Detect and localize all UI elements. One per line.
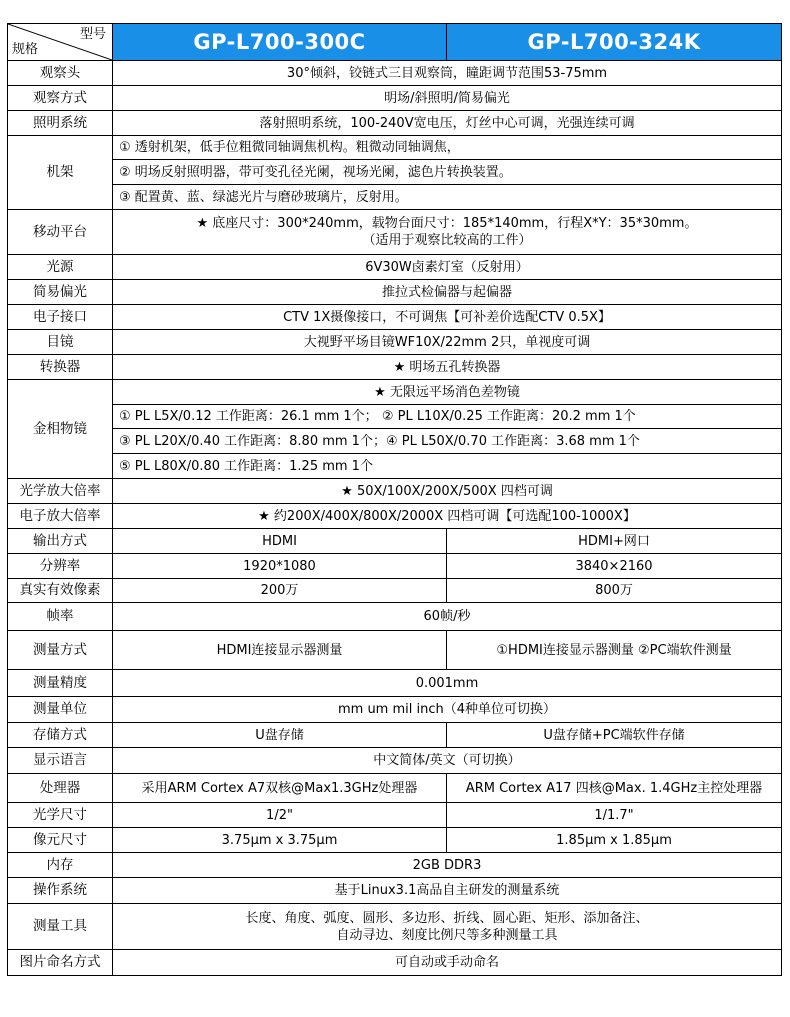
value-model-b: 800万 <box>447 579 782 603</box>
value-model-a: 1/2" <box>113 803 447 828</box>
row-value: 基于Linux3.1高品自主研发的测量系统 <box>113 878 782 904</box>
row-label: 光源 <box>8 255 113 280</box>
objective-item: ③ PL L20X/0.40 工作距离：8.80 mm 1个；④ PL L50X/0.70 工作距离：3.68 mm 1个 <box>113 429 782 454</box>
value-model-b: ARM Cortex A17 四核@Max. 1.4GHz主控处理器 <box>447 774 782 803</box>
value-model-b: 3840×2160 <box>447 554 782 579</box>
row-value: CTV 1X摄像接口，不可调焦【可补差价选配CTV 0.5X】 <box>113 305 782 330</box>
corner-model-label: 型号 <box>79 27 106 42</box>
row-label: 真实有效像素 <box>8 579 113 603</box>
row-language <box>8 748 782 774</box>
value-model-a: 采用ARM Cortex A7双核@Max1.3GHz处理器 <box>113 774 447 803</box>
row-label: 电子接口 <box>8 305 113 330</box>
row-label: 像元尺寸 <box>8 828 113 853</box>
row-label: 测量工具 <box>8 904 113 950</box>
row-illumination <box>8 111 782 136</box>
value-model-b: ①HDMI连接显示器测量 ②PC端软件测量 <box>447 631 782 670</box>
row-label: 简易偏光 <box>8 280 113 305</box>
row-method <box>8 86 782 111</box>
row-value: 6V30W卤素灯室（反射用） <box>113 255 782 280</box>
row-value: 推拉式检偏器与起偏器 <box>113 280 782 305</box>
row-label: 测量方式 <box>8 631 113 670</box>
row-objective <box>8 380 782 405</box>
row-port <box>8 305 782 330</box>
row-objective <box>8 454 782 479</box>
row-label: 移动平台 <box>8 210 113 255</box>
row-fps <box>8 603 782 631</box>
row-head <box>8 61 782 86</box>
row-frame <box>8 160 782 185</box>
tools-line-1: 长度、角度、弧度、圆形、多边形、折线、圆心距、矩形、添加备注、 <box>245 910 649 926</box>
row-value: 落射照明系统，100-240V宽电压，灯丝中心可调，光强连续可调 <box>113 111 782 136</box>
row-label: 分辨率 <box>8 554 113 579</box>
row-naming <box>8 950 782 976</box>
row-label: 输出方式 <box>8 529 113 554</box>
value-model-a: 1920*1080 <box>113 554 447 579</box>
value-model-b: 1/1.7" <box>447 803 782 828</box>
spec-table <box>7 23 782 976</box>
value-model-b: HDMI+网口 <box>447 529 782 554</box>
row-label: 观察头 <box>8 61 113 86</box>
row-digital-mag <box>8 504 782 529</box>
row-label: 帧率 <box>8 603 113 631</box>
row-label: 存储方式 <box>8 723 113 748</box>
row-label: 金相物镜 <box>8 380 113 479</box>
row-value: 明场/斜照明/简易偏光 <box>113 86 782 111</box>
model-b-title: GP-L700-324K <box>447 24 782 61</box>
value-model-b: U盘存储+PC端软件存储 <box>447 723 782 748</box>
row-label: 电子放大倍率 <box>8 504 113 529</box>
row-value: ★ 约200X/400X/800X/2000X 四档可调【可选配100-1000X】 <box>113 504 782 529</box>
row-label: 操作系统 <box>8 878 113 904</box>
frame-item: ② 明场反射照明器，带可变孔径光阑，视场光阑，滤色片转换装置。 <box>113 160 782 185</box>
frame-item: ① 透射机架，低手位粗微同轴调焦机构。粗微动同轴调焦， <box>113 136 782 160</box>
row-value: ★ 50X/100X/200X/500X 四档可调 <box>113 479 782 504</box>
row-precision <box>8 670 782 697</box>
row-value: 大视野平场目镜WF10X/22mm 2只，单视度可调 <box>113 330 782 355</box>
row-objective <box>8 405 782 429</box>
row-label: 显示语言 <box>8 748 113 774</box>
row-label: 图片命名方式 <box>8 950 113 976</box>
row-label: 处理器 <box>8 774 113 803</box>
row-pixels <box>8 579 782 603</box>
objective-item: ⑤ PL L80X/0.80 工作距离：1.25 mm 1个 <box>113 454 782 479</box>
row-value: 0.001mm <box>113 670 782 697</box>
row-label: 转换器 <box>8 355 113 380</box>
row-frame <box>8 185 782 210</box>
row-optical-mag <box>8 479 782 504</box>
row-label: 机架 <box>8 136 113 210</box>
value-model-a: HDMI <box>113 529 447 554</box>
row-value: ★ 明场五孔转换器 <box>113 355 782 380</box>
row-objective <box>8 429 782 454</box>
row-os <box>8 878 782 904</box>
row-sensor <box>8 803 782 828</box>
stage-line-1: ★ 底座尺寸：300*240mm，载物台面尺寸：185*140mm，行程X*Y：35*30mm。 <box>196 216 698 231</box>
row-storage <box>8 723 782 748</box>
row-cpu <box>8 774 782 803</box>
row-measure-mode <box>8 631 782 670</box>
row-resolution <box>8 554 782 579</box>
row-value <box>113 904 782 950</box>
row-value: 30°倾斜，铰链式三目观察筒，瞳距调节范围53-75mm <box>113 61 782 86</box>
row-value <box>113 210 782 255</box>
row-label: 光学尺寸 <box>8 803 113 828</box>
row-pixel-size <box>8 828 782 853</box>
row-value: 60帧/秒 <box>113 603 782 631</box>
value-model-b: 1.85μm x 1.85μm <box>447 828 782 853</box>
corner-cell <box>8 24 113 61</box>
value-model-a: U盘存储 <box>113 723 447 748</box>
row-label: 照明系统 <box>8 111 113 136</box>
row-value: 可自动或手动命名 <box>113 950 782 976</box>
value-model-a: 3.75μm x 3.75μm <box>113 828 447 853</box>
row-memory <box>8 853 782 878</box>
row-light <box>8 255 782 280</box>
row-frame <box>8 136 782 160</box>
row-label: 测量单位 <box>8 697 113 723</box>
model-a-title: GP-L700-300C <box>113 24 447 61</box>
header-row <box>8 24 782 61</box>
row-polarizer <box>8 280 782 305</box>
row-value: 2GB DDR3 <box>113 853 782 878</box>
corner-spec-label: 规格 <box>12 42 39 57</box>
row-label: 目镜 <box>8 330 113 355</box>
row-unit <box>8 697 782 723</box>
stage-line-2: （适用于观察比较高的工件） <box>362 233 532 248</box>
row-stage <box>8 210 782 255</box>
tools-line-2: 自动寻边、刻度比例尺等多种测量工具 <box>336 927 558 943</box>
row-output <box>8 529 782 554</box>
row-label: 观察方式 <box>8 86 113 111</box>
row-label: 内存 <box>8 853 113 878</box>
objective-item: ① PL L5X/0.12 工作距离：26.1 mm 1个； ② PL L10X/0.25 工作距离：20.2 mm 1个 <box>113 405 782 429</box>
row-nosepiece <box>8 355 782 380</box>
row-label: 光学放大倍率 <box>8 479 113 504</box>
value-model-a: 200万 <box>113 579 447 603</box>
frame-item: ③ 配置黄、蓝、绿滤光片与磨砂玻璃片，反射用。 <box>113 185 782 210</box>
row-value: mm um mil inch（4种单位可切换） <box>113 697 782 723</box>
row-eyepiece <box>8 330 782 355</box>
objective-item: ★ 无限远平场消色差物镜 <box>113 380 782 405</box>
row-tools <box>8 904 782 950</box>
row-value: 中文简体/英文（可切换） <box>113 748 782 774</box>
row-label: 测量精度 <box>8 670 113 697</box>
value-model-a: HDMI连接显示器测量 <box>113 631 447 670</box>
